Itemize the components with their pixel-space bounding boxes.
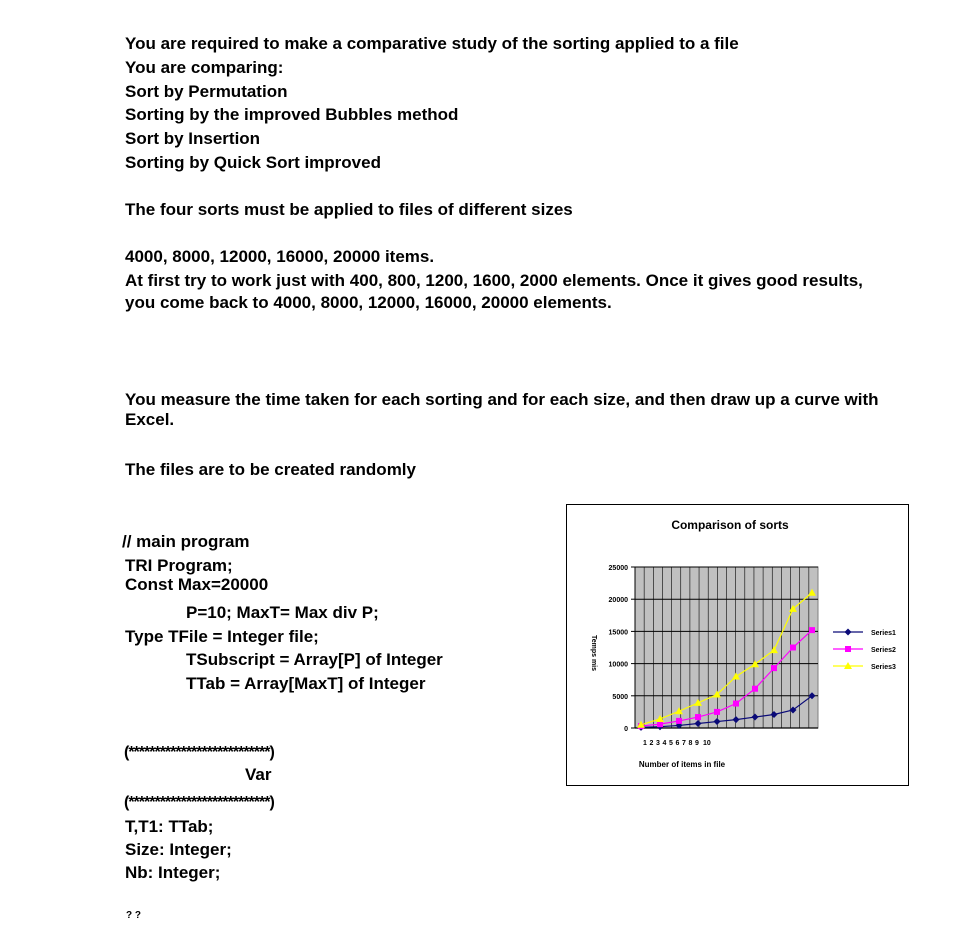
intro-line-1: You are required to make a comparative study of the sorting applied to a file xyxy=(125,34,739,53)
x-tick-label: 9 xyxy=(695,740,699,747)
legend-label: Series2 xyxy=(871,647,896,654)
code-p-line: P=10; MaxT= Max div P; xyxy=(186,603,379,622)
code-stars-top: (***************************) xyxy=(124,744,274,761)
data-point-series2 xyxy=(676,718,682,724)
code-var: Var xyxy=(245,765,272,784)
x-tick-label: 4 xyxy=(662,740,667,747)
code-stars-bottom: (***************************) xyxy=(124,794,274,811)
chart-y-axis-label: Temps mis xyxy=(590,634,597,672)
y-tick-label: 15000 xyxy=(608,629,628,637)
sizes-intro: The four sorts must be applied to files of different sizes xyxy=(125,200,573,219)
y-tick-label: 25000 xyxy=(608,565,628,572)
x-tick-label: 5 xyxy=(669,740,673,747)
method-item: Sorting by the improved Bubbles method xyxy=(125,105,459,124)
data-point-series2 xyxy=(733,701,739,707)
data-point-series2 xyxy=(714,709,720,715)
code-program: TRI Program; xyxy=(125,556,233,575)
x-tick-label: 10 xyxy=(703,740,711,747)
code-nb-line: Nb: Integer; xyxy=(125,863,221,882)
data-point-series2 xyxy=(695,714,701,720)
code-t-line: T,T1: TTab; xyxy=(125,817,214,836)
x-tick-label: 3 xyxy=(656,740,660,747)
method-item: Sort by Permutation xyxy=(125,82,288,101)
data-point-series2 xyxy=(790,645,796,651)
method-item: Sorting by Quick Sort improved xyxy=(125,153,381,172)
random-line: The files are to be created randomly xyxy=(125,460,416,479)
y-tick-label: 5000 xyxy=(612,693,628,701)
code-tsubscript: TSubscript = Array[P] of Integer xyxy=(186,650,443,669)
chart-x-axis-label: Number of items in file xyxy=(638,760,726,769)
sizes-line: 4000, 8000, 12000, 16000, 20000 items. xyxy=(125,247,435,266)
footer-marks: ? ? xyxy=(126,910,141,921)
legend-label: Series1 xyxy=(871,630,896,637)
chart-title: Comparison of sorts xyxy=(671,518,789,532)
try-first-paragraph: At first try to work just with 400, 800, 1200, 1600, 2000 elements. Once it gives good results, you come back to 4000, 8000, 12000, 16000, 20000 elements. xyxy=(125,271,863,312)
x-tick-label: 2 xyxy=(649,740,654,747)
legend-marker-series2 xyxy=(845,646,851,652)
code-const: Const Max=20000 xyxy=(125,575,269,594)
data-point-series2 xyxy=(657,721,663,727)
x-tick-label: 7 xyxy=(682,740,686,747)
data-point-series2 xyxy=(809,627,815,633)
chart-canvas xyxy=(567,505,908,785)
intro-line-2: You are comparing: xyxy=(125,58,284,77)
legend-label: Series3 xyxy=(871,664,896,671)
data-point-series2 xyxy=(752,686,758,692)
legend-marker-series1 xyxy=(845,629,852,636)
x-tick-label: 8 xyxy=(688,740,693,747)
method-item: Sort by Insertion xyxy=(125,129,261,148)
code-ttab: TTab = Array[MaxT] of Integer xyxy=(186,674,426,693)
data-point-series2 xyxy=(771,665,777,671)
x-tick-label: 1 xyxy=(643,740,647,747)
y-tick-label: 0 xyxy=(624,726,628,733)
y-tick-label: 20000 xyxy=(608,597,628,605)
code-type: Type TFile = Integer file; xyxy=(125,627,319,646)
code-size-line: Size: Integer; xyxy=(125,840,232,859)
measure-paragraph: You measure the time taken for each sorting and for each size, and then draw up a curve with Excel. xyxy=(125,390,879,429)
y-tick-label: 10000 xyxy=(608,661,628,669)
sorts-chart xyxy=(566,504,909,786)
code-comment: // main program xyxy=(122,532,250,551)
x-tick-label: 6 xyxy=(675,740,680,747)
